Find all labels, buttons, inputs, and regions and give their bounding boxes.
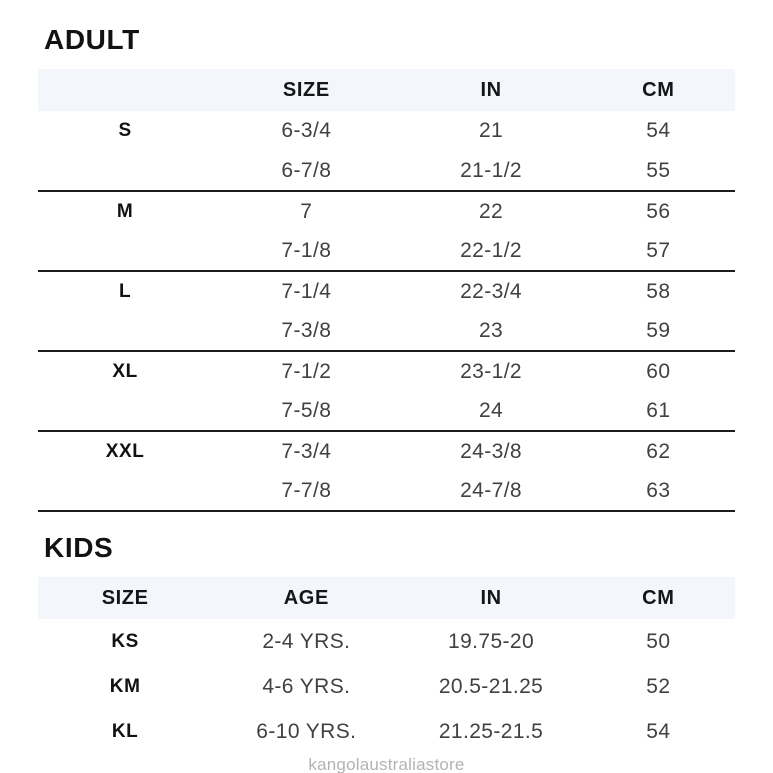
- cell-in: 24-3/8: [460, 439, 523, 463]
- adult-header-cm: CM: [582, 69, 735, 111]
- cell-size: 7: [300, 199, 313, 223]
- table-row: [38, 151, 735, 191]
- size-group-label: [38, 471, 212, 511]
- cell-cm: 57: [582, 231, 735, 271]
- kids-header-size: SIZE: [38, 577, 212, 619]
- table-row: [38, 231, 735, 271]
- kids-size-table: [38, 577, 735, 754]
- kids-header-cm: CM: [582, 577, 735, 619]
- cell-cm: 63: [582, 471, 735, 511]
- cell-in: 22-1/2: [400, 231, 581, 271]
- size-group-label: L: [119, 280, 132, 302]
- cell-in: 20.5-21.25: [438, 674, 544, 698]
- size-group-label: [38, 151, 212, 191]
- cell-in: 21: [478, 119, 504, 142]
- adult-header-size: SIZE: [212, 69, 400, 111]
- cell-size: 7-7/8: [212, 471, 400, 511]
- size-group-label: XXL: [105, 440, 145, 462]
- table-row: [38, 111, 735, 151]
- table-row: [38, 664, 735, 709]
- size-group-label: KM: [109, 675, 141, 697]
- table-row: [38, 471, 735, 511]
- size-group-label: [38, 311, 212, 351]
- cell-cm: 54: [646, 119, 671, 142]
- size-group-label: S: [118, 120, 132, 141]
- store-watermark: kangolaustraliastore: [308, 755, 465, 773]
- size-group-label: [38, 391, 212, 431]
- cell-in: 23: [400, 311, 581, 351]
- cell-in: 19.75-20: [447, 629, 535, 653]
- cell-age: 6-10 YRS.: [256, 719, 357, 743]
- adult-header-row: [38, 69, 735, 111]
- table-row: [38, 619, 735, 664]
- cell-size: 7-1/4: [281, 279, 332, 303]
- cell-in: 24-7/8: [400, 471, 581, 511]
- cell-cm: 54: [646, 719, 671, 743]
- cell-cm: 50: [646, 629, 671, 653]
- cell-in: 24: [400, 391, 581, 431]
- cell-in: 22-3/4: [460, 279, 523, 303]
- size-group-label: [38, 231, 212, 271]
- size-group-label: XL: [112, 360, 138, 382]
- cell-in: 23-1/2: [460, 359, 523, 383]
- adult-size-table: [38, 69, 735, 512]
- adult-section-title: ADULT: [44, 24, 140, 55]
- cell-in: 22: [478, 199, 504, 223]
- table-row: [38, 431, 735, 471]
- adult-header-blank: [38, 69, 212, 111]
- cell-age: 2-4 YRS.: [262, 629, 351, 653]
- table-row: [38, 391, 735, 431]
- size-group-label: KL: [111, 720, 139, 742]
- cell-cm: 59: [582, 311, 735, 351]
- kids-header-row: [38, 577, 735, 619]
- kids-header-age: AGE: [212, 577, 400, 619]
- cell-cm: 52: [646, 674, 671, 698]
- table-row: [38, 271, 735, 311]
- size-group-label: KS: [111, 630, 139, 652]
- table-row: [38, 709, 735, 754]
- kids-header-in: IN: [400, 577, 581, 619]
- cell-size: 7-1/2: [281, 359, 332, 383]
- cell-size: 7-5/8: [212, 391, 400, 431]
- adult-header-in: IN: [400, 69, 581, 111]
- cell-cm: 62: [646, 439, 671, 463]
- cell-cm: 56: [646, 199, 671, 223]
- cell-size: 6-7/8: [212, 151, 400, 191]
- cell-in: 21.25-21.5: [438, 719, 544, 743]
- cell-cm: 61: [582, 391, 735, 431]
- cell-size: 7-3/4: [281, 439, 332, 463]
- table-row: [38, 351, 735, 391]
- cell-age: 4-6 YRS.: [262, 674, 351, 698]
- table-row: [38, 311, 735, 351]
- cell-cm: 58: [646, 279, 671, 303]
- size-group-label: M: [116, 200, 134, 222]
- cell-size: 7-1/8: [212, 231, 400, 271]
- cell-size: 7-3/8: [212, 311, 400, 351]
- cell-cm: 60: [646, 359, 671, 383]
- cell-cm: 55: [582, 151, 735, 191]
- cell-size: 6-3/4: [281, 119, 332, 142]
- kids-section-title: KIDS: [44, 532, 114, 563]
- cell-in: 21-1/2: [400, 151, 581, 191]
- table-row: [38, 191, 735, 231]
